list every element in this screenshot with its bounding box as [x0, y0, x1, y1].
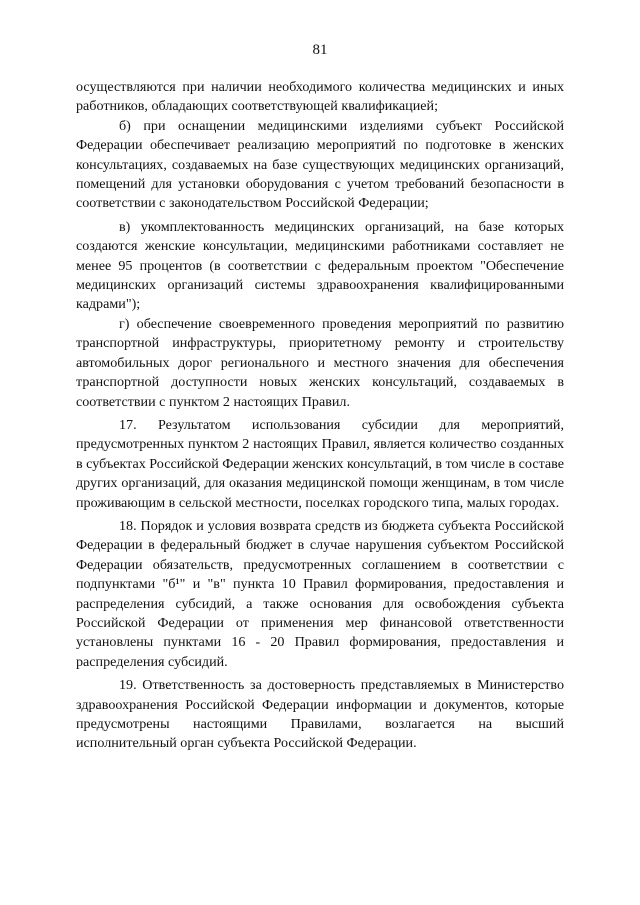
- document-body: [76, 78, 564, 754]
- paragraph-item-b: б) при оснащении медицинскими изделиями субъект Российской Федерации обеспечивает реализацию мероприятий по подготовке в женских консультациях, создаваемых на базе существующих медицинских организаций, помещений для установки оборудования с учетом требований безопасности в соответствии с законодательством Российской Федерации;: [76, 117, 564, 212]
- page-number: 81: [312, 42, 328, 58]
- paragraph-clause-18: 18. Порядок и условия возврата средств из бюджета субъекта Российской Федерации в федеральный бюджет в случае нарушения субъектом Российской Федерации обязательств, предусмотренных соглашением в соответствии с подпунктами "б¹" и "в" пункта 10 Правил формирования, предоставления и распределения субсидий, а также основания для освобождения субъекта Российской Федерации от применения мер финансовой ответственности установлены пунктами 16 - 20 Правил формирования, предоставления и распределения субсидий.: [76, 517, 564, 670]
- paragraph-clause-17: 17. Результатом использования субсидии для мероприятий, предусмотренных пунктом 2 настоящих Правил, является количество созданных в субъектах Российской Федерации женских консультаций, в том числе в составе других организаций, для оказания медицинской помощи женщинам, в том числе проживающим в сельской местности, поселках городского типа, малых городах.: [76, 416, 564, 511]
- paragraph-item-g: г) обеспечение своевременного проведения мероприятий по развитию транспортной инфраструктуры, приоритетному ремонту и строительству автомобильных дорог регионального и местного значения для обеспечения транспортной доступности новых женских консультаций, создаваемых в соответствии с пунктом 2 настоящих Правил.: [76, 315, 564, 410]
- paragraph-item-v: в) укомплектованность медицинских организаций, на базе которых создаются женские консультации, медицинскими работниками составляет не менее 95 процентов (в соответствии с федеральным проектом "Обеспечение медицинских организаций системы здравоохранения квалифицированными кадрами");: [76, 218, 564, 313]
- paragraph-continuation: осуществляются при наличии необходимого количества медицинских и иных работников, обладающих соответствующей квалификацией;: [76, 79, 564, 115]
- paragraph-clause-19: 19. Ответственность за достоверность представляемых в Министерство здравоохранения Российской Федерации информации и документов, которые предусмотрены настоящими Правилами, возлагается на высший исполнительный орган субъекта Российской Федерации.: [76, 677, 564, 752]
